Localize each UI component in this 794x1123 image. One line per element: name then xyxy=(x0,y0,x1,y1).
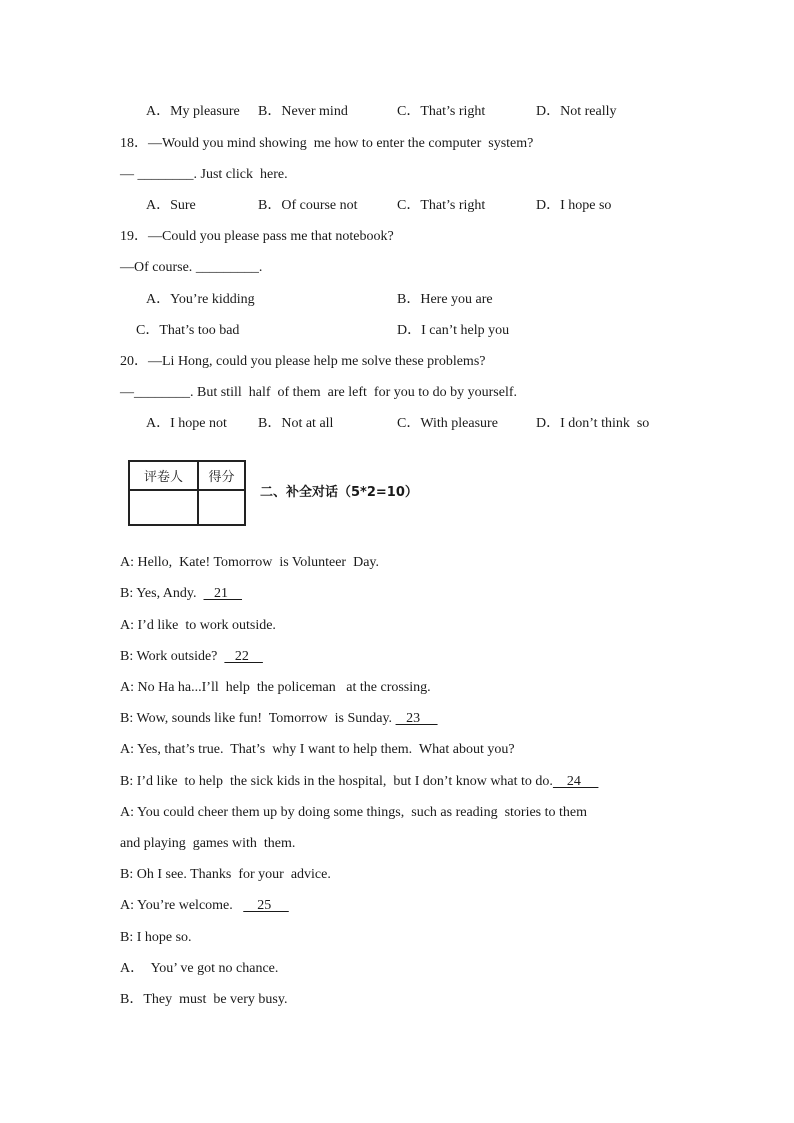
score-cell[interactable] xyxy=(198,490,245,525)
dialogue-line xyxy=(120,647,263,667)
q18-stem: 18．—Would you mind showing me how to enter the computer system? xyxy=(120,136,534,151)
q17-option-d[interactable]: D．Not really xyxy=(536,104,617,119)
dialogue-line xyxy=(120,803,587,823)
dialogue-line xyxy=(120,553,379,573)
dialogue-line xyxy=(120,896,289,916)
dialogue-line xyxy=(120,928,192,948)
grader-header: 评卷人 xyxy=(129,461,198,490)
choice-b[interactable]: B．They must be very busy. xyxy=(120,992,288,1007)
q19-reply-suffix: . xyxy=(258,260,263,275)
dialogue-line xyxy=(120,740,515,760)
blank-22[interactable]: 22 xyxy=(224,649,263,664)
dialogue-text: B: Yes, Andy. xyxy=(120,586,204,601)
q20-option-a[interactable]: A．I hope not xyxy=(146,416,227,431)
q17-option-a[interactable]: A．My pleasure xyxy=(146,104,240,119)
dialogue-text: A: Yes, that’s true. That’s why I want to help them. What about you? xyxy=(120,742,515,757)
blank-25[interactable]: 25 xyxy=(243,898,289,913)
q20-reply xyxy=(120,383,517,403)
grader-cell[interactable] xyxy=(129,490,198,525)
choice-a[interactable]: A． You’ ve got no chance. xyxy=(120,961,279,976)
dialogue-line xyxy=(120,865,331,885)
blank-23[interactable]: 23 xyxy=(395,711,438,726)
dialogue-line xyxy=(120,616,276,636)
dialogue-line xyxy=(120,678,431,698)
dialogue-text: B: Wow, sounds like fun! Tomorrow is Sunday. xyxy=(120,711,396,726)
dialogue-text: B: I’d like to help the sick kids in the hospital, but I don’t know what to do. xyxy=(120,774,553,789)
dialogue-text: A: No Ha ha...I’ll help the policeman at the crossing. xyxy=(120,680,431,695)
q19-option-c[interactable]: C．That’s too bad xyxy=(136,323,240,338)
dialogue-line xyxy=(120,772,598,792)
dialogue-text: A: Hello, Kate! Tomorrow is Volunteer Day. xyxy=(120,555,380,570)
q19-option-b[interactable]: B．Here you are xyxy=(397,292,493,307)
q19-blank[interactable]: _________ xyxy=(195,260,259,275)
q18-option-b[interactable]: B．Of course not xyxy=(258,198,358,213)
dialogue-text: A: I’d like to work outside. xyxy=(120,618,276,633)
q17-option-b[interactable]: B．Never mind xyxy=(258,104,348,119)
q20-reply-prefix: — xyxy=(120,385,134,400)
section-title: 二、补全对话（5*2=10） xyxy=(260,485,418,500)
dialogue-line xyxy=(120,709,438,729)
dialogue-line xyxy=(120,834,295,854)
q18-reply xyxy=(120,165,288,185)
score-table xyxy=(128,460,246,526)
dialogue-text: B: Oh I see. Thanks for your advice. xyxy=(120,867,331,882)
q19-option-a[interactable]: A．You’re kidding xyxy=(146,292,255,307)
q18-option-d[interactable]: D．I hope so xyxy=(536,198,612,213)
q20-reply-suffix: . But still half of them are left for you to do by yourself. xyxy=(190,385,517,400)
q18-reply-prefix: — xyxy=(120,167,138,182)
q20-option-d[interactable]: D．I don’t think so xyxy=(536,416,650,431)
q20-option-b[interactable]: B．Not at all xyxy=(258,416,334,431)
q20-blank[interactable]: ________ xyxy=(134,385,190,400)
dialogue-text: A: You’re welcome. xyxy=(120,898,244,913)
q19-option-d[interactable]: D．I can’t help you xyxy=(397,323,510,338)
q18-reply-suffix: . Just click here. xyxy=(193,167,288,182)
dialogue-text: B: I hope so. xyxy=(120,930,192,945)
q19-stem: 19．—Could you please pass me that notebook? xyxy=(120,229,394,244)
q18-blank[interactable]: ________ xyxy=(137,167,194,182)
q18-option-c[interactable]: C．That’s right xyxy=(397,198,486,213)
dialogue-text: B: Work outside? xyxy=(120,649,225,664)
dialogue-line xyxy=(120,584,242,604)
q19-reply xyxy=(120,258,262,278)
score-header: 得分 xyxy=(198,461,245,490)
dialogue-text: and playing games with them. xyxy=(120,836,296,851)
q19-reply-prefix: —Of course. xyxy=(120,260,196,275)
blank-24[interactable]: 24 xyxy=(552,774,599,789)
q18-option-a[interactable]: A．Sure xyxy=(146,198,196,213)
q20-stem: 20．—Li Hong, could you please help me solve these problems? xyxy=(120,354,486,369)
blank-21[interactable]: 21 xyxy=(203,586,243,601)
dialogue-text: A: You could cheer them up by doing some things, such as reading stories to them xyxy=(120,805,587,820)
q17-option-c[interactable]: C．That’s right xyxy=(397,104,486,119)
q20-option-c[interactable]: C．With pleasure xyxy=(397,416,498,431)
